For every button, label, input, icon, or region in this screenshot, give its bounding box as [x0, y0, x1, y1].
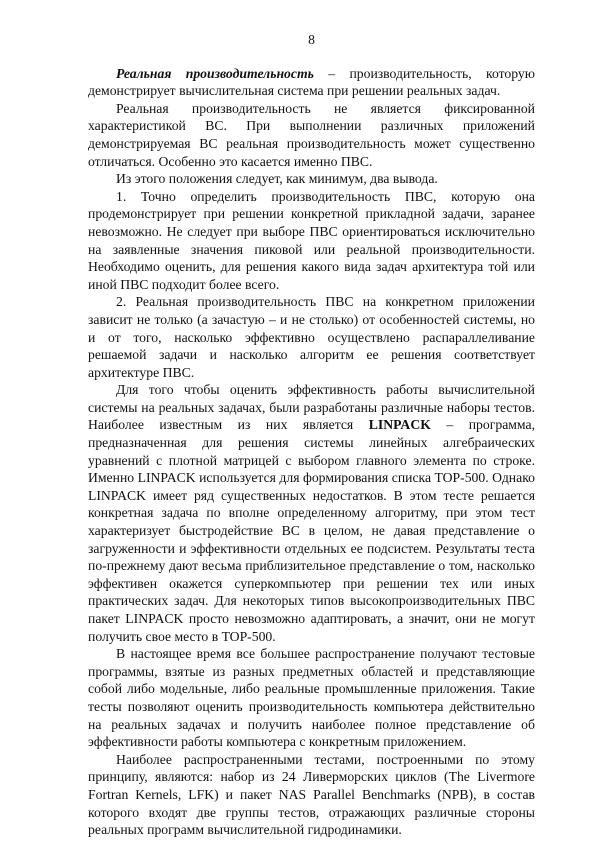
document-page [88, 31, 535, 839]
paragraph: В настоящее время все большее распространение получают тестовые программы, взятые из разных предметных областей и представляющие собой либо модельные, либо реальные промышленные приложения. Такие тесты позволяют оценить производительность компьютера действительно на реальных задачах и получить наиболее полное представление об эффективности работы компьютера с конкретным приложением. [88, 646, 535, 750]
paragraph: Из этого положения следует, как минимум, два вывода. [116, 171, 438, 187]
definition-text: – производительность, которую демонстрирует вычислительная система при решении реальных задач. [88, 65, 535, 99]
paragraph-linpack [88, 381, 535, 645]
paragraph-conclusion-1: 1. Точно определить производительность ПВС, которую она продемонстрирует при решении конкретной прикладной задачи, заранее невозможно. Не следует при выборе ПВС ориентироваться исключительно на заявленные значения пиковой или реальной производительности. Необходимо оценить, для решения какого вида задач архитектура той или иной ПВС подходит более всего. [88, 188, 535, 292]
paragraph: Реальная производительность не является фиксированной характеристикой ВС. При выполнении различных приложений демонстрируемая ВС реальная производительность может существенно отличаться. Особенно это касается именно ПВС. [88, 100, 535, 169]
defined-term: Реальная производительность [116, 65, 314, 81]
paragraph-text: Для того чтобы оценить эффективность работы вычислительной системы на реальных задачах, были разработаны различные наборы тестов. Наиболее известным из них является [88, 382, 535, 433]
paragraph-conclusion-2: 2. Реальная производительность ПВС на конкретном приложении зависит не только (а зачастую – и не столько) от особенностей системы, но и от того, насколько эффективно осуществлено распараллеливание решаемой задачи и насколько алгоритм ее решения соответствует архитектуре ПВС. [88, 294, 535, 380]
linpack-term: LINPACK [368, 417, 431, 433]
page-number: 8 [308, 32, 315, 47]
paragraph-definition [88, 65, 535, 100]
paragraph-text: – программа, предназначенная для решения системы линейных алгебраических уравнений с плотной матрицей с выбором главного элемента по строке. Именно LINPACK используется для формирования списка TOP-500. Однако LINPACK имеет ряд существенных недостатков. В этом тесте решается конкретная задача по вполне определенному алгоритму, при этом тест характеризует быстродействие ВС в целом, не давая представление о загруженности и эффективности отдельных ее подсистем. Результаты теста по-прежнему дают весьма приблизительное представление о том, насколько эффективен окажется суперкомпьютер при решении тех или иных практических задач. Для некоторых типов высокопроизводительных ПВС пакет LINPACK просто невозможно адаптировать, а значит, они не могут получить свое место в TOP-500. [88, 417, 535, 644]
paragraph: Наиболее распространенными тестами, построенными по этому принципу, являются: набор из 24 Ливерморских циклов (The Livermore Fortran Kernels, LFK) и пакет NAS Parallel Benchmarks (NPB), в состав которого входят две группы тестов, отражающих различные стороны реальных программ вычислительной гидродинамики. [88, 751, 535, 838]
